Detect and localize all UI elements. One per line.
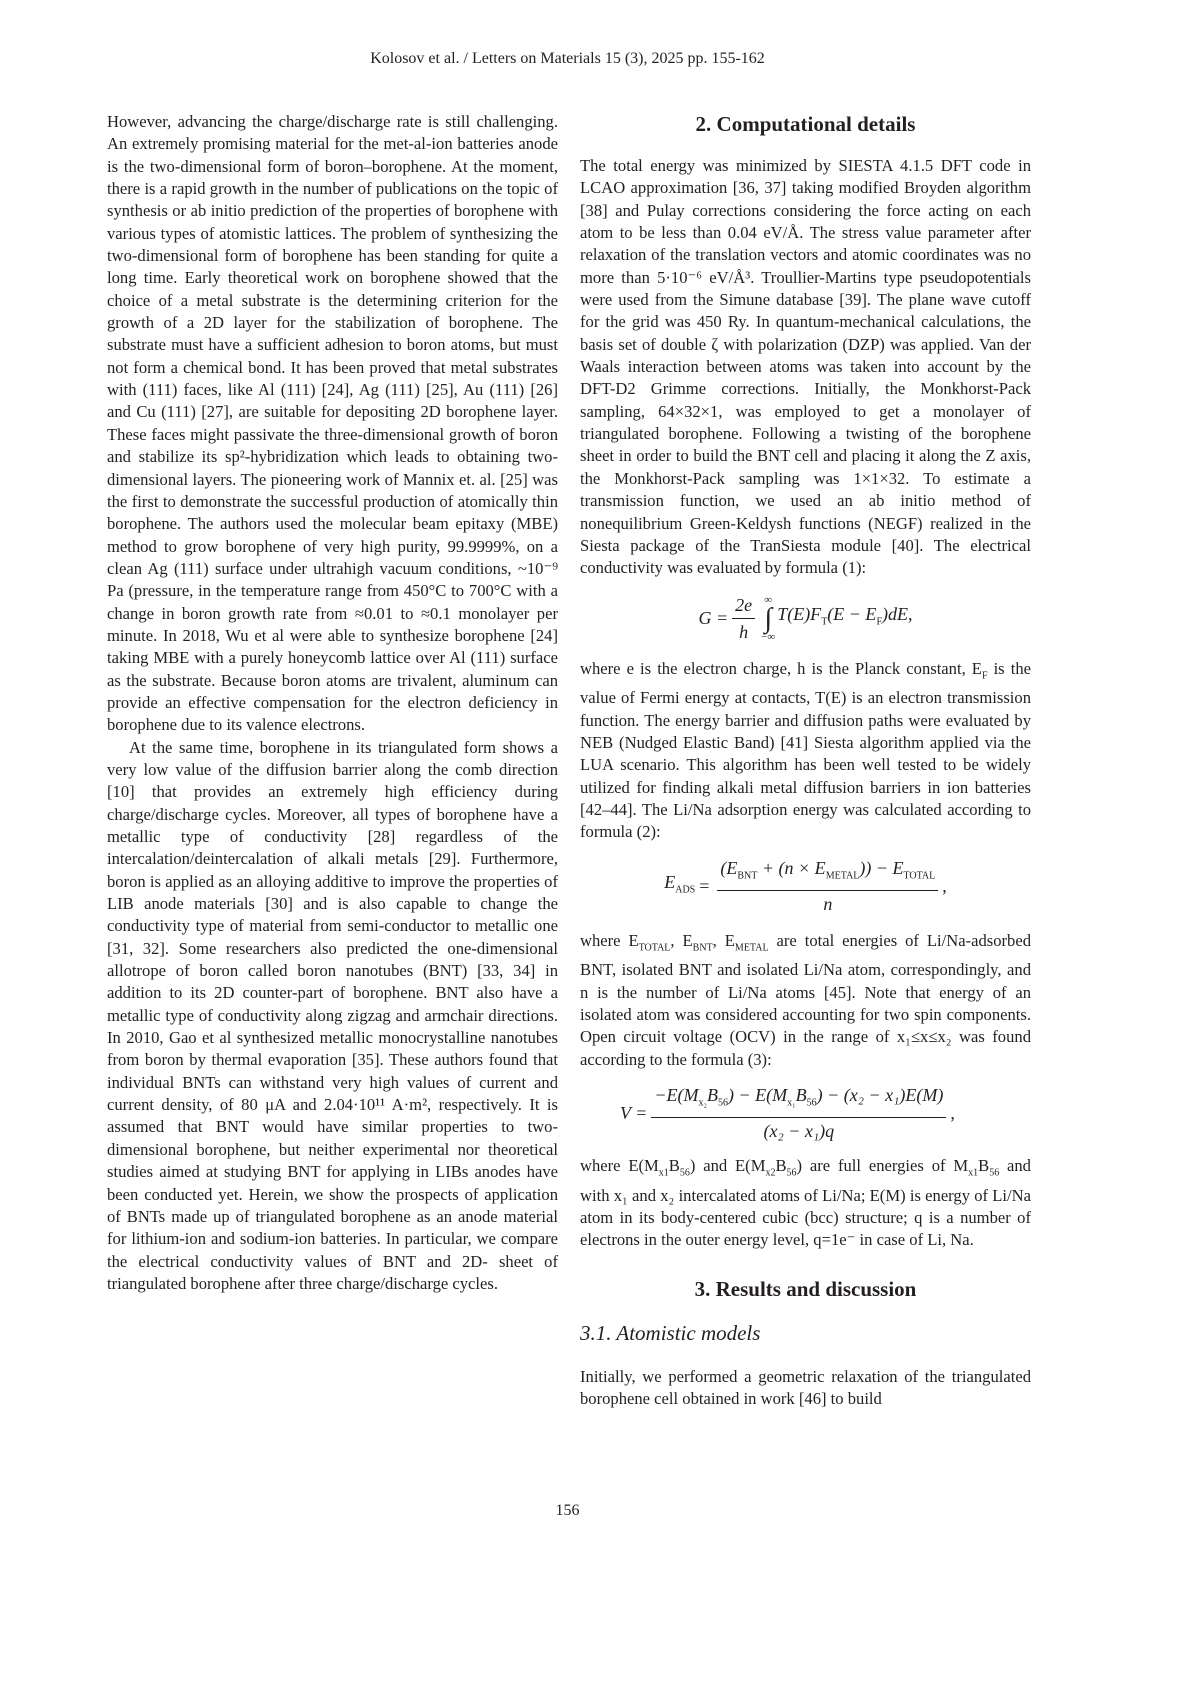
sub: 56	[680, 1167, 690, 1178]
eq-text: (E − E	[827, 604, 876, 624]
eq-text: (E	[720, 858, 737, 878]
text: ) and E(M	[690, 1156, 766, 1175]
sub: x1	[659, 1167, 669, 1178]
eq-text: )dE,	[882, 604, 913, 624]
numerator	[717, 857, 938, 891]
equation-1	[580, 580, 1031, 658]
left-column	[107, 111, 558, 1295]
text: ) are full energies of M	[797, 1156, 969, 1175]
eq-sub: x₂	[698, 1097, 707, 1108]
equation-3	[580, 1071, 1031, 1155]
text: are total energies of Li/Na-adsorbed BNT, isolated BNT and isolated Li/Na atom, correspondingly, and n is the number of Li/Na atoms [45]. Note that energy of an isolated atom was considered accounting for two spin components. Open circuit voltage (OCV) in the range of x₁≤x≤x₂ was found according to the formula (3):	[580, 931, 1031, 1069]
text: where E(M	[580, 1156, 659, 1175]
eq-text: ) − (x₂ − x₁)E(M)	[817, 1085, 944, 1105]
fraction	[717, 857, 938, 915]
denominator: h	[739, 619, 748, 643]
text: where e is the electron charge, h is the Planck constant, E	[580, 659, 982, 678]
eq-sub: x₁	[787, 1097, 796, 1108]
running-header: Kolosov et al. / Letters on Materials 15 (3), 2025 pp. 155-162	[0, 50, 1135, 68]
page-number: 156	[0, 1502, 1135, 1520]
text: , E	[670, 931, 692, 950]
denominator: (x₂ − x₁)q	[764, 1118, 835, 1142]
equals: =	[699, 875, 709, 897]
sub: METAL	[735, 942, 769, 953]
lower-limit: −∞	[761, 632, 775, 643]
eq-text: )) − E	[859, 858, 903, 878]
eq-sub: 56	[807, 1097, 817, 1108]
subsection-heading-atomistic-models: 3.1. Atomistic models	[580, 1320, 1031, 1346]
text: B	[775, 1156, 786, 1175]
sub: TOTAL	[639, 942, 671, 953]
paragraph: The total energy was minimized by SIESTA 4.1.5 DFT code in LCAO approximation [36, 37] taking modified Broyden algorithm [38] and Pulay corrections considering the force acting on each atom to be less than 0.04 eV/Å. The stress value parameter after relaxation of the translation vectors and atomic coordinates was no more than 5·10⁻⁶ eV/Å³. Troullier-Martins type pseudopotentials were used from the Simune database [39]. The plane wave cutoff for the grid was 450 Ry. In quantum-mechanical calculations, the basis set of double ζ with polarization (DZP) was applied. Van der Waals interaction between atoms was taken into account by the DFT-D2 Grimme corrections. Initially, the Monkhorst-Pack sampling, 64×32×1, was employed to get a monolayer of triangulated borophene. Following a twisting of the borophene sheet in order to build the BNT cell and placing it along the Z axis, the Monkhorst-Pack sampling was 1×1×32. To estimate a transmission function, we used an ab initio method of nonequilibrium Green-Keldysh functions (NEGF) realized in the Siesta package of the TranSiesta module [40]. The electrical conductivity was evaluated by formula (1):	[580, 155, 1031, 580]
eq-text: + (n × E	[757, 858, 825, 878]
text: is the value of Fermi energy at contacts, T(E) is an electron transmission function. The energy barrier and diffusion paths were evaluated by NEB (Nudged Elastic Band) [41] Siesta algorithm applied via the LUA scenario. This algorithm has been well tested to be widely utilized for finding alkali metal diffusion barriers in ion batteries [42–44]. The Li/Na adsorption energy was calculated according to formula (2):	[580, 659, 1031, 842]
paragraph: At the same time, borophene in its triangulated form shows a very low value of the diffusion barrier along the comb direction [10] that provides an extremely high efficiency during charge/discharge cycles. Moreover, all types of borophene have a metallic type of conductivity [28] regardless of the intercalation/deintercalation of alkali metals [29]. Furthermore, boron is applied as an alloying additive to improve the properties of LIB anode materials [30] and is also capable to change the conductivity type of material from semi-conductor to metallic one [31, 32]. Some researchers also predicted the one-dimensional allotrope of boron called boron nanotubes (BNT) [33, 34] in addition to its 2D counter-part of borophene. BNT also have a metallic type of conductivity along zigzag and armchair directions. In 2010, Gao et al synthesized metallic monocrystalline nanotubes from boron by thermal evaporation [35]. These authors found that individual BNTs can withstand very high values of current and current density, of 80 μA and 2.04·10¹¹ A·m², respectively. It is assumed that BNT would have similar properties to two-dimensional borophene, but neither experimental nor theoretical studies aimed at studying BNT for applying in LIBs anodes have been conducted yet. Herein, we show the prospects of application of BNTs made up of triangulated borophene as an anode material for lithium-ion and sodium-ion batteries. In particular, we compare the electrical conductivity values of BNT and 2D- sheet of triangulated borophene after three charge/discharge cycles.	[107, 737, 558, 1296]
sub: 56	[787, 1167, 797, 1178]
eq-sub: TOTAL	[903, 871, 935, 882]
eq-text: B	[707, 1085, 718, 1105]
eq-lhs: G =	[698, 607, 728, 629]
sub: BNT	[693, 942, 713, 953]
paragraph	[580, 930, 1031, 1071]
eq-text: T(E)F	[777, 604, 821, 624]
integrand	[777, 603, 912, 634]
upper-limit: ∞	[764, 595, 772, 606]
eq-lhs: V =	[620, 1102, 647, 1124]
eq-sub: 56	[718, 1097, 728, 1108]
denominator: n	[823, 891, 832, 915]
sub: 56	[989, 1167, 999, 1178]
text: B	[978, 1156, 989, 1175]
text: and with x₁ and x₂ intercalated atoms of Li/Na; E(M) is energy of Li/Na atom in its body-centered cubic (bcc) structure; q is a number of electrons in the outer energy level, q=1e⁻ in case of Li, Na.	[580, 1156, 1031, 1249]
comma: ,	[950, 1102, 955, 1124]
fraction	[732, 594, 755, 644]
eq-text: B	[796, 1085, 807, 1105]
fraction	[651, 1084, 946, 1142]
text: B	[669, 1156, 680, 1175]
eq-text: E	[664, 872, 675, 892]
section-heading-results: 3. Results and discussion	[580, 1276, 1031, 1302]
eq-sub: F	[876, 617, 882, 628]
eq-text: −E(M	[654, 1085, 698, 1105]
integral: ∫	[764, 606, 772, 632]
numerator: 2e	[732, 594, 755, 619]
right-column	[580, 111, 1031, 1410]
paragraph	[580, 1155, 1031, 1252]
paragraph	[580, 658, 1031, 844]
paragraph: However, advancing the charge/discharge rate is still challenging. An extremely promising material for the met-al-ion batteries anode is the two-dimensional form of boron–borophene. At the moment, there is a rapid growth in the number of publications on the topic of synthesis or ab initio prediction of the properties of borophene with various types of atomistic lattices. The problem of synthesizing the two-dimensional form of borophene has been standing for quite a long time. Early theoretical work on borophene showed that the choice of a metal substrate is the determining criterion for the growth of a 2D layer for the stabilization of borophene. The substrate must have a sufficient adhesion to boron atoms, but must not form a chemical bond. It has been proved that metal substrates with (111) faces, like Al (111) [24], Ag (111) [25], Au (111) [26] and Cu (111) [27], are suitable for depositing 2D borophene layer. These faces might passivate the three-dimensional growth of boron and stabilize its sp²-hybridization which leads to obtaining two-dimensional layers. The pioneering work of Mannix et. al. [25] was the first to demonstrate the successful production of atomically thin borophene. The authors used the molecular beam epitaxy (MBE) method to grow borophene of very high purity, 99.9999%, on a clean Ag (111) surface under ultrahigh vacuum conditions, ~10⁻⁹ Pa (pressure, in the temperature range from 450°C to 700°C with a change in boron growth rate from ≈0.01 to ≈0.1 monolayer per minute. In 2018, Wu et al were able to synthesize borophene [24] taking MBE with a purely honeycomb lattice over Al (111) surface as the substrate. Because boron atoms are trivalent, aluminum can provide an effective compensation for the electron deficiency in borophene due to its valence electrons.	[107, 111, 558, 737]
eq-sub: METAL	[826, 871, 860, 882]
text: , E	[713, 931, 735, 950]
sub: x2	[765, 1167, 775, 1178]
equation-2	[580, 844, 1031, 930]
eq-sub: T	[821, 617, 827, 628]
numerator	[651, 1084, 946, 1118]
eq-sub: ADS	[675, 885, 695, 896]
eq-sub: BNT	[737, 871, 757, 882]
sub: F	[982, 670, 988, 681]
sub: x1	[968, 1167, 978, 1178]
eq-text: ) − E(M	[728, 1085, 787, 1105]
section-heading-computational-details: 2. Computational details	[580, 111, 1031, 137]
paragraph: Initially, we performed a geometric relaxation of the triangulated borophene cell obtained in work [46] to build	[580, 1366, 1031, 1411]
eq-lhs	[664, 871, 695, 902]
comma: ,	[942, 875, 947, 897]
integral-sign	[761, 595, 775, 643]
text: where E	[580, 931, 639, 950]
